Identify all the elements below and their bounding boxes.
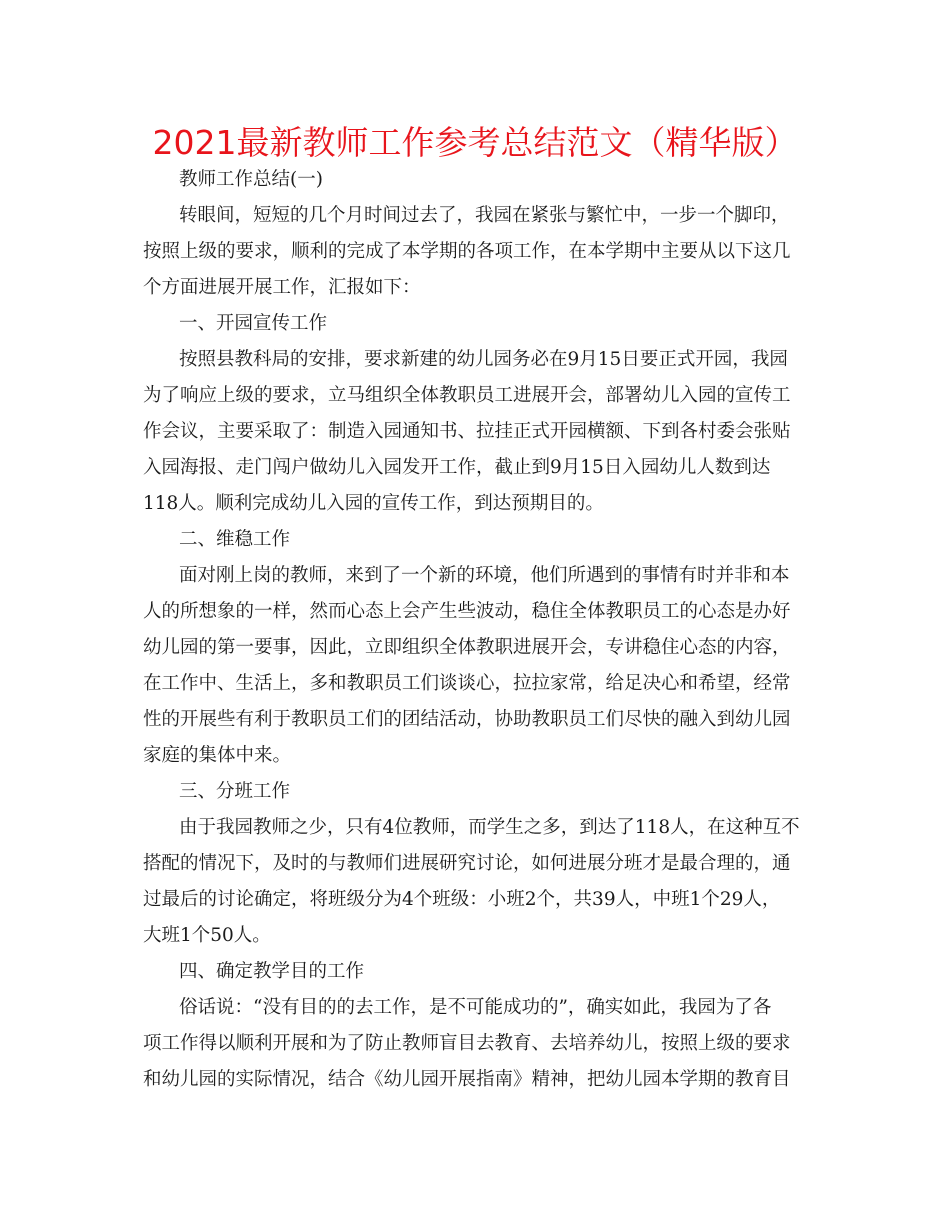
- body-line: 教师工作总结(一): [179, 169, 323, 190]
- body-line: 性的开展些有利于教职员工们的团结活动，协助教职员工们尽快的融入到幼儿园: [143, 709, 791, 730]
- body-line: 作会议，主要采取了：制造入园通知书、拉挂正式开园横额、下到各村委会张贴: [143, 421, 791, 442]
- body-line: 二、维稳工作: [179, 529, 291, 550]
- body-line: 大班1个50人。: [143, 925, 271, 946]
- body-line: 个方面进展开展工作，汇报如下：: [143, 277, 421, 298]
- body-line: 家庭的集体中来。: [143, 745, 292, 766]
- page-title: 2021最新教师工作参考总结范文（精华版）: [152, 123, 798, 162]
- body-line: 转眼间，短短的几个月时间过去了，我园在紧张与繁忙中，一步一个脚印，: [179, 205, 790, 226]
- body-line: 面对刚上岗的教师，来到了一个新的环境，他们所遇到的事情有时并非和本: [179, 565, 790, 586]
- document-body: [143, 162, 811, 1098]
- body-line: 人的所想象的一样，然而心态上会产生些波动，稳住全体教职员工的心态是办好: [143, 601, 791, 622]
- body-line: 一、开园宣传工作: [179, 313, 328, 334]
- body-line: 过最后的讨论确定，将班级分为4个班级：小班2个，共39人，中班1个29人，: [143, 889, 781, 910]
- body-line: 三、分班工作: [179, 781, 291, 802]
- body-line: 幼儿园的第一要事，因此，立即组织全体教职进展开会，专讲稳住心态的内容，: [143, 637, 791, 658]
- body-line: 118人。顺利完成幼儿入园的宣传工作，到达预期目的。: [143, 493, 604, 514]
- body-line: 在工作中、生活上，多和教职员工们谈谈心，拉拉家常，给足决心和希望，经常: [143, 673, 791, 694]
- body-line: 搭配的情况下，及时的与教师们进展研究讨论，如何进展分班才是最合理的，通: [143, 853, 791, 874]
- body-line: 俗话说：“没有目的的去工作，是不可能成功的”，确实如此，我园为了各: [179, 997, 772, 1018]
- body-line: 项工作得以顺利开展和为了防止教师盲目去教育、去培养幼儿，按照上级的要求: [143, 1033, 791, 1054]
- body-line: 由于我园教师之少，只有4位教师，而学生之多，到达了118人，在这种互不: [179, 817, 800, 838]
- body-line: 四、确定教学目的工作: [179, 961, 365, 982]
- body-line: 为了响应上级的要求，立马组织全体教职员工进展开会，部署幼儿入园的宣传工: [143, 385, 791, 406]
- body-line: 入园海报、走门闯户做幼儿入园发开工作，截止到9月15日入园幼儿人数到达: [143, 457, 771, 478]
- body-line: 和幼儿园的实际情况，结合《幼儿园开展指南》精神，把幼儿园本学期的教育目: [143, 1069, 791, 1090]
- body-line: 按照县教科局的安排，要求新建的幼儿园务必在9月15日要正式开园，我园: [179, 349, 788, 370]
- body-line: 按照上级的要求，顺利的完成了本学期的各项工作，在本学期中主要从以下这几: [143, 241, 791, 262]
